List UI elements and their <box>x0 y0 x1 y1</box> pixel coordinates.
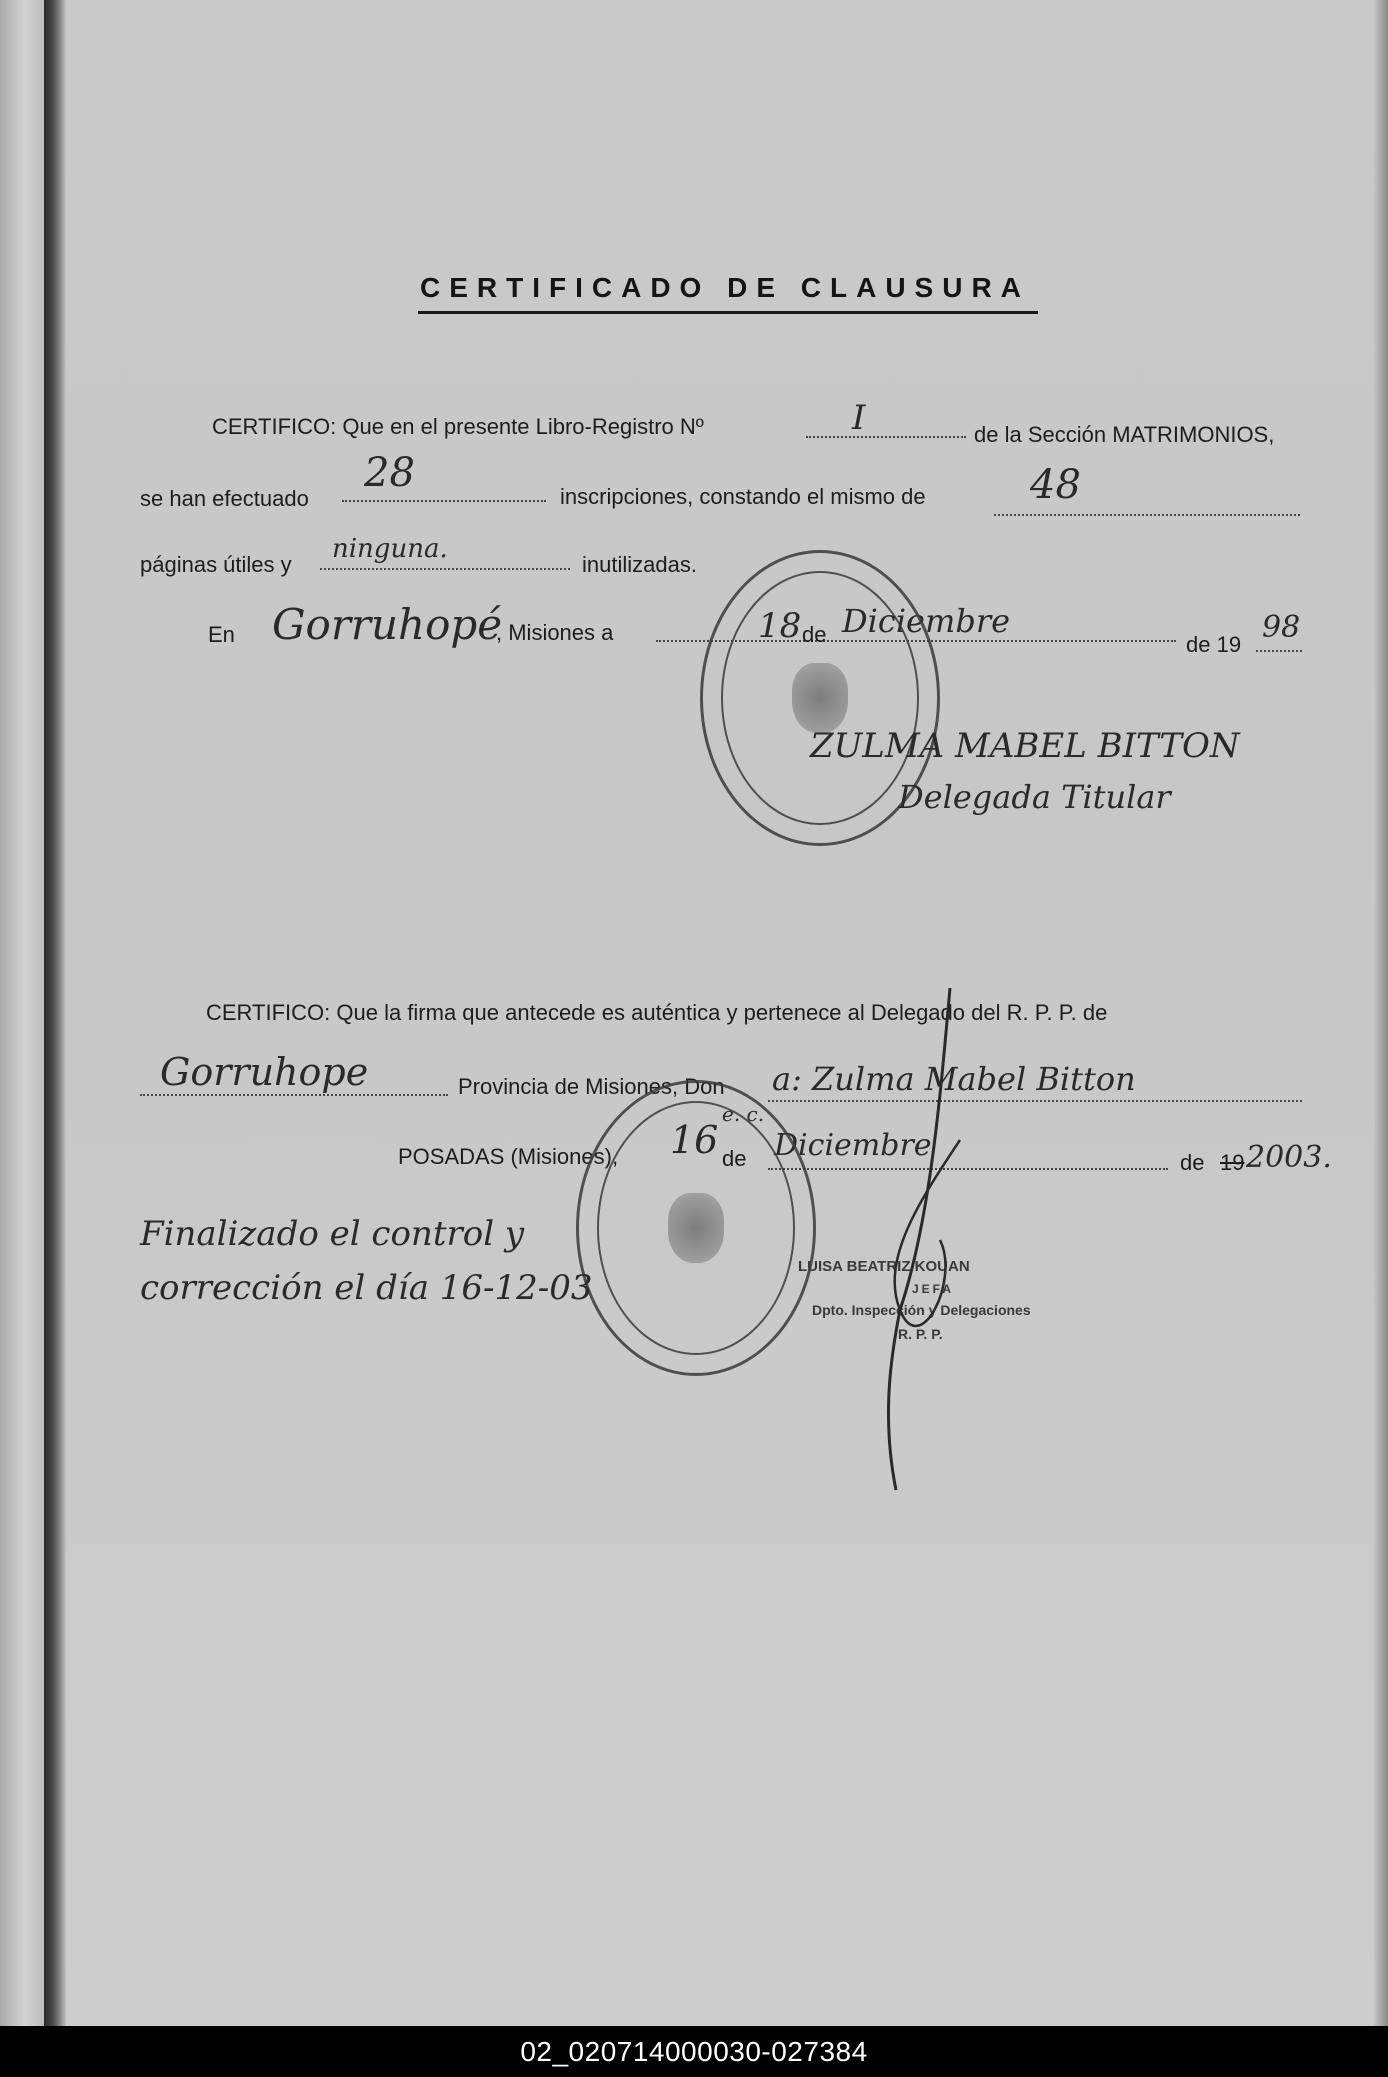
cert1-cargo: Delegada Titular <box>898 778 1171 816</box>
cert1-libro-number: I <box>852 398 866 438</box>
cert1-lugar: Gorruhopé <box>272 600 503 649</box>
title-underline <box>418 311 1038 314</box>
cert2-dia: 16 <box>670 1118 719 1162</box>
nota-line1: Finalizado el control y <box>140 1214 525 1254</box>
cert2-line2-text: Provincia de Misiones, Don <box>458 1074 725 1099</box>
cert1-libro-blank <box>806 436 966 438</box>
cert2-delegado: a: Zulma Mabel Bitton <box>772 1060 1136 1098</box>
coat-of-arms-icon <box>792 663 848 733</box>
firma-org: R. P. P. <box>898 1326 943 1342</box>
cert2-mes: Diciembre <box>774 1128 932 1163</box>
cert2-ec: e. c. <box>722 1102 765 1126</box>
cert1-line4-de: de <box>802 622 827 647</box>
cert1-paginas-value: 48 <box>1030 462 1081 508</box>
cert1-line1-text: CERTIFICO: Que en el presente Libro-Registro Nº <box>212 414 704 439</box>
cert1-inscripciones-value: 28 <box>364 450 415 496</box>
scan-footer-id: 02_020714000030-027384 <box>0 2026 1388 2077</box>
official-seal-stamp-2 <box>576 1080 816 1376</box>
cert1-paginas-blank <box>994 514 1300 516</box>
cert2-delegado-blank <box>768 1100 1302 1102</box>
cert1-line1-end: de la Sección MATRIMONIOS, <box>974 422 1275 447</box>
cert1-line4-anio-prefix: de 19 <box>1186 632 1242 657</box>
coat-of-arms-icon <box>668 1193 724 1263</box>
cert1-line2-mid: inscripciones, constando el mismo de <box>560 484 926 509</box>
cert2-lugar-blank <box>140 1094 448 1096</box>
cert2-line1-text: CERTIFICO: Que la firma que antecede es auténtica y pertenece al Delegado del R. P. P. de <box>206 1000 1108 1025</box>
cert1-inutilizadas-value: ninguna. <box>332 534 448 564</box>
cert1-line3-text: páginas útiles y <box>140 552 292 577</box>
cert1-line4-misiones: , Misiones a <box>496 620 614 645</box>
book-gutter-shadow <box>44 0 66 2026</box>
cert1-inscripciones-blank <box>342 500 546 502</box>
nota-line2: corrección el día 16-12-03 <box>140 1268 593 1308</box>
firma-cargo: JEFA <box>912 1282 955 1296</box>
handwritten-signature <box>860 980 980 1500</box>
firma-nombre: LUISA BEATRIZ KOUAN <box>798 1258 970 1275</box>
cert2-lugar: Gorruhope <box>160 1050 369 1094</box>
book-binding <box>0 0 44 2026</box>
cert1-anio-blank <box>1256 650 1302 652</box>
cert1-line3-end: inutilizadas. <box>582 552 697 577</box>
cert2-line3-de: de <box>722 1146 747 1171</box>
cert2-line3-text: POSADAS (Misiones), <box>398 1144 619 1169</box>
cert1-inutilizadas-blank <box>320 568 570 570</box>
cert1-line4-en: En <box>208 622 235 647</box>
page-edge <box>1374 0 1388 2026</box>
cert1-line2-text: se han efectuado <box>140 486 309 511</box>
document-title: CERTIFICADO DE CLAUSURA <box>420 272 1030 303</box>
cert1-firmante: ZULMA MABEL BITTON <box>810 726 1240 766</box>
cert2-line3-de2: de <box>1180 1150 1205 1175</box>
cert2-anio: 2003. <box>1246 1140 1332 1175</box>
cert1-dia: 18 <box>758 606 802 646</box>
cert1-mes: Diciembre <box>842 602 1011 640</box>
cert2-anio-printed: 19 <box>1220 1150 1245 1175</box>
cert1-anio: 98 <box>1262 610 1301 645</box>
firma-dpto: Dpto. Inspección y Delegaciones <box>812 1302 1031 1318</box>
